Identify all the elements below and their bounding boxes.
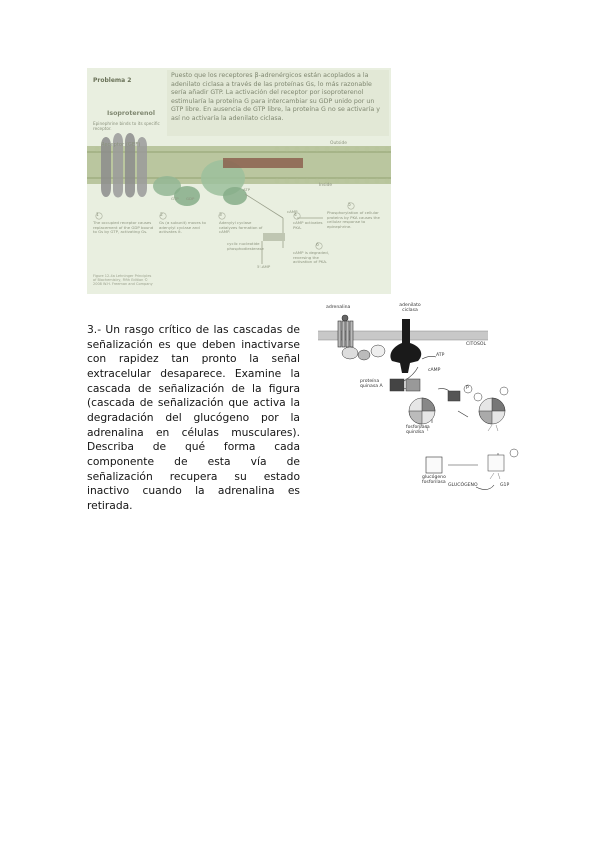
- step-caption: Adenylyl cyclase catalyzes formation of cAMP.: [219, 220, 263, 235]
- active-glycogen-phosphorylase-icon: [488, 449, 518, 471]
- figure-credit: Figure 12-4a Lehninger Principles of Biochemistry, Fifth Edition © 2008 W.H. Freeman and Company: [93, 274, 153, 286]
- receptor-label: Receptor (GEF): [101, 142, 141, 148]
- glycogen-cascade-diagram: [318, 303, 538, 495]
- atp-label: ATP: [243, 187, 251, 192]
- step-number: 3: [219, 213, 222, 218]
- step-caption: cAMP activates PKA.: [293, 220, 323, 230]
- glycogen-label: GLUCÓGENO: [448, 483, 478, 488]
- phosphate-label: P: [466, 386, 469, 391]
- step-number: 5: [348, 203, 351, 208]
- isoproterenol-label: Isoproterenol: [107, 110, 155, 117]
- question-paragraph: 3.- Un rasgo crítico de las cascadas de señalización es que deben inactivarse con rapidez tan pronto la señal extracelular desaparece. Examine la cascada de señalización de la figura (cascada de señalización que activa la degradación del glucógeno por la adrenalina en células musculares). Describa de qué forma cada componente de esta vía de señalización recupera su estado inactivo cuando la adrenalina es retirada.: [87, 323, 300, 512]
- amp-label: 5'-AMP: [257, 264, 271, 269]
- gtp-label: GTP: [171, 196, 179, 201]
- step-number: 2: [160, 213, 163, 218]
- step-caption: The occupied receptor causes replacement of the GDP bound to Gs by GTP, activating Gs.: [93, 220, 154, 235]
- camp-label: cAMP: [287, 209, 298, 214]
- problem-answer-text: Puesto que los receptores β-adrenérgicos están acoplados a la adenilato ciclasa a través de las proteínas Gs, lo más razonable sería añadir GTP. La activación del receptor por isoproterenol estimularía la proteína G para intercambiar su GDP unido por un GTP libre. En ausencia de GTP libre, la proteína G no se activaría y así no activaría la adenilato ciclasa.: [171, 72, 380, 122]
- protein-kinase-a-icon: [390, 379, 420, 391]
- adenylate-cyclase-label: adenilato ciclasa: [399, 303, 421, 314]
- step-caption: Phosphorylation of cellular proteins by PKA causes the cellular response to epinephrine.: [327, 210, 380, 229]
- cascade-illustration: [318, 303, 538, 495]
- problem-title: Problema 2: [93, 77, 132, 84]
- inside-label: Inside: [319, 183, 333, 188]
- step-number: 1: [96, 213, 99, 218]
- epinephrine-note: Epinephrine binds to its specific receptor.: [93, 121, 160, 131]
- step-number: 6: [316, 243, 319, 248]
- outside-label: Outside: [330, 141, 347, 146]
- atp-label: ATP: [436, 353, 445, 358]
- gdp-label: GDP: [186, 196, 195, 201]
- glycogen-phosphorylase-label: glucógeno fosforilasa: [422, 475, 446, 486]
- g-protein-icon: [342, 345, 385, 360]
- glycogen-phosphorylase-icon: [426, 457, 442, 473]
- pka-label: proteína quinasa A: [360, 379, 383, 390]
- lecture-slide-photo: [87, 68, 391, 294]
- adenylate-cyclase-icon: [390, 319, 421, 373]
- phosphorylase-kinase-icon: [409, 398, 435, 424]
- adrenaline-label: adrenalina: [326, 305, 351, 310]
- step-caption: cAMP is degraded, reversing the activation of PKA.: [293, 250, 329, 265]
- g1p-label: G1P: [500, 483, 510, 488]
- pde-label: cyclic nucleotide phosphodiesterase: [227, 241, 264, 251]
- step-caption: Gs (α subunit) moves to adenylyl cyclase and activates it.: [159, 220, 206, 235]
- phosphorylase-kinase-label: fosforilasa quinasa: [406, 425, 430, 436]
- step-number: 4: [294, 213, 297, 218]
- cytosol-label: CITOSOL: [466, 342, 487, 347]
- active-phosphorylase-kinase-icon: [474, 387, 508, 424]
- camp-label: cAMP: [428, 368, 441, 373]
